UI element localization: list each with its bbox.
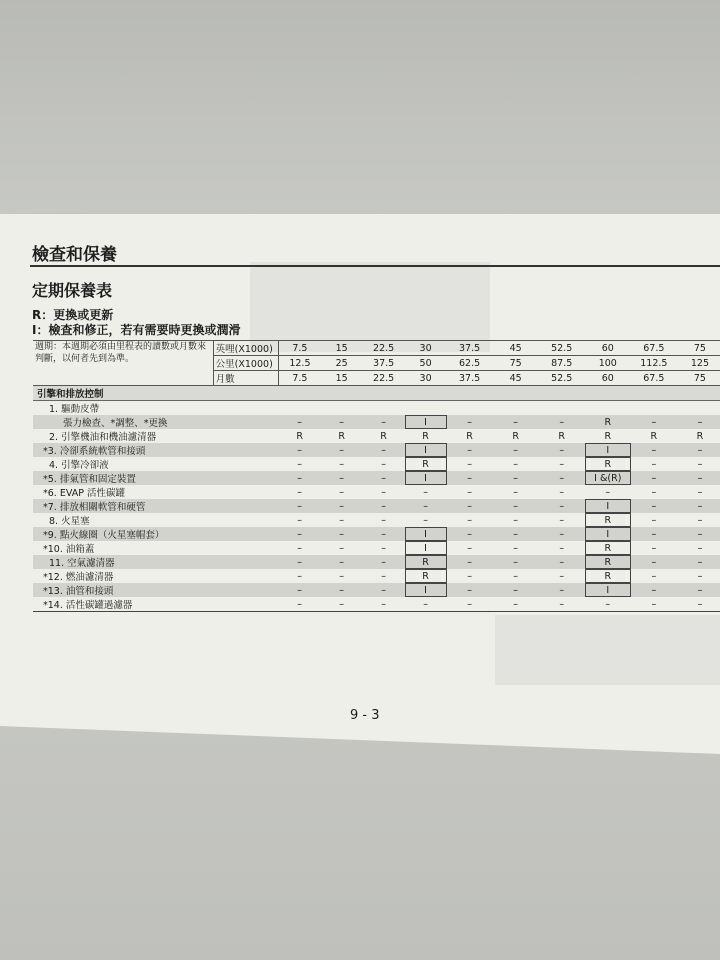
schedule-cell: – xyxy=(513,514,519,526)
schedule-cell: – xyxy=(447,415,493,429)
schedule-cell: – xyxy=(467,570,472,582)
schedule-cell: – xyxy=(493,555,539,569)
item-name: *13. 油管和接頭 xyxy=(33,583,279,597)
page-number: 9 - 3 xyxy=(350,708,380,723)
interval-value: 112.5 xyxy=(631,356,677,371)
section-title: 定期保養表 xyxy=(32,281,113,300)
interval-value: 37.5 xyxy=(363,356,405,371)
schedule-cell: – xyxy=(339,486,345,498)
schedule-cell: R xyxy=(512,430,519,442)
schedule-cell: – xyxy=(363,471,405,485)
schedule-cell: – xyxy=(677,527,720,541)
schedule-cell: – xyxy=(493,527,539,541)
item-name: *14. 活性碳罐過濾器 xyxy=(33,597,279,612)
interval-value: 45 xyxy=(493,341,539,356)
schedule-cell: – xyxy=(651,458,657,470)
interval-value: 62.5 xyxy=(447,356,493,371)
interval-value: 37.5 xyxy=(447,341,493,356)
schedule-cell: – xyxy=(631,527,677,541)
schedule-cell: R xyxy=(558,430,566,442)
interval-value: 12.5 xyxy=(279,356,321,371)
schedule-cell: – xyxy=(651,570,657,582)
schedule-cell: – xyxy=(539,555,585,569)
schedule-cell: – xyxy=(363,597,405,612)
interval-value: 50 xyxy=(405,356,447,371)
interval-value: 30 xyxy=(405,341,447,356)
table-row xyxy=(33,471,720,485)
table-row xyxy=(33,583,720,597)
schedule-cell: – xyxy=(321,471,363,485)
schedule-cell: – xyxy=(321,555,363,569)
item-name: *9. 點火線圈（火星塞帽套） xyxy=(33,527,279,541)
interval-value: 67.5 xyxy=(631,371,677,386)
maintenance-schedule-table xyxy=(33,340,720,612)
schedule-cell: – xyxy=(697,458,703,470)
schedule-cell: – xyxy=(539,471,585,485)
table-row xyxy=(33,401,720,416)
schedule-cell: – xyxy=(447,555,493,569)
schedule-cell: – xyxy=(467,514,472,526)
schedule-cell: – xyxy=(279,555,321,569)
interval-value: 60 xyxy=(585,371,631,386)
schedule-cell: – xyxy=(697,542,703,554)
schedule-cell: I xyxy=(405,443,447,457)
interval-value: 45 xyxy=(493,371,539,386)
table-row xyxy=(33,541,720,555)
schedule-cell: R xyxy=(585,541,631,555)
table-row xyxy=(33,597,720,612)
schedule-cell: R xyxy=(696,430,704,442)
schedule-cell: – xyxy=(363,443,405,457)
legend-i: I：檢查和修正，若有需要時更換或潤滑 xyxy=(32,323,241,337)
schedule-cell: – xyxy=(677,555,720,569)
bleed-through-shadow xyxy=(250,262,490,352)
schedule-cell: – xyxy=(381,570,386,582)
schedule-cell: – xyxy=(321,443,363,457)
schedule-cell: – xyxy=(447,527,493,541)
item-name: 4. 引擎冷卻液 xyxy=(49,460,109,471)
schedule-cell xyxy=(405,401,447,416)
item-name: *6. EVAP 活性碳罐 xyxy=(43,488,125,499)
interval-value: 22.5 xyxy=(363,371,405,386)
schedule-cell: – xyxy=(697,486,703,498)
schedule-cell: – xyxy=(381,486,386,498)
schedule-cell: – xyxy=(651,542,657,554)
schedule-cell: – xyxy=(631,499,677,513)
schedule-cell: – xyxy=(651,486,657,498)
table-row xyxy=(33,555,720,569)
schedule-cell: – xyxy=(279,415,321,429)
interval-value: 15 xyxy=(321,371,363,386)
interval-value: 15 xyxy=(321,341,363,356)
header-rule xyxy=(30,265,720,267)
interval-unit: 公里(X1000) xyxy=(213,356,279,371)
schedule-cell: – xyxy=(363,555,405,569)
schedule-cell: – xyxy=(279,527,321,541)
schedule-cell xyxy=(493,401,539,416)
schedule-cell: I xyxy=(405,541,447,555)
interval-unit: 月數 xyxy=(213,371,279,386)
table-row xyxy=(33,443,720,457)
schedule-cell: – xyxy=(297,542,303,554)
schedule-cell: – xyxy=(405,597,447,612)
table-row xyxy=(33,415,720,429)
section-heading: 引擎和排放控制 xyxy=(33,386,720,401)
schedule-cell: – xyxy=(697,514,703,526)
schedule-cell: – xyxy=(423,514,428,526)
schedule-cell: – xyxy=(363,583,405,597)
schedule-cell: – xyxy=(559,542,565,554)
schedule-cell: – xyxy=(447,597,493,612)
schedule-cell: R xyxy=(296,430,303,442)
schedule-cell: – xyxy=(559,514,565,526)
schedule-cell: – xyxy=(405,499,447,513)
schedule-cell: – xyxy=(321,597,363,612)
schedule-cell: – xyxy=(605,486,611,498)
table-row xyxy=(33,457,720,471)
table-row xyxy=(33,499,720,513)
schedule-cell: – xyxy=(493,499,539,513)
interval-value: 100 xyxy=(585,356,631,371)
schedule-cell: I xyxy=(405,583,447,597)
schedule-cell: – xyxy=(631,471,677,485)
schedule-cell: I xyxy=(585,499,631,513)
schedule-cell: – xyxy=(279,443,321,457)
schedule-cell: – xyxy=(677,583,720,597)
schedule-cell: I xyxy=(405,471,447,485)
schedule-cell: R xyxy=(466,430,473,442)
schedule-cell: I xyxy=(585,583,631,597)
schedule-cell: – xyxy=(339,570,345,582)
schedule-cell: – xyxy=(339,542,345,554)
item-name: 8. 火星塞 xyxy=(49,516,90,527)
schedule-cell: – xyxy=(631,415,677,429)
schedule-cell: R xyxy=(422,430,429,442)
schedule-cell: I &(R) xyxy=(585,471,631,485)
item-name: *10. 油箱蓋 xyxy=(43,544,95,555)
interval-value: 52.5 xyxy=(539,341,585,356)
schedule-cell: – xyxy=(539,583,585,597)
interval-value: 37.5 xyxy=(447,371,493,386)
item-name: 11. 空氣濾清器 xyxy=(33,555,279,569)
schedule-cell: – xyxy=(279,583,321,597)
schedule-cell: I xyxy=(405,415,447,429)
schedule-cell: – xyxy=(297,514,303,526)
schedule-cell: I xyxy=(585,443,631,457)
schedule-cell: – xyxy=(651,514,657,526)
schedule-cell: – xyxy=(493,597,539,612)
schedule-cell: – xyxy=(539,499,585,513)
schedule-cell: – xyxy=(363,527,405,541)
schedule-cell: – xyxy=(539,415,585,429)
schedule-cell: – xyxy=(363,499,405,513)
item-name: *7. 排放相關軟管和硬管 xyxy=(33,499,279,513)
schedule-cell xyxy=(539,401,585,416)
schedule-cell: – xyxy=(279,499,321,513)
schedule-cell: – xyxy=(677,499,720,513)
item-name: 1. 驅動皮帶 xyxy=(49,404,100,415)
chapter-title: 檢查和保養 xyxy=(32,245,117,265)
schedule-cell: – xyxy=(677,443,720,457)
schedule-cell: – xyxy=(297,570,303,582)
schedule-cell: – xyxy=(381,458,386,470)
schedule-cell xyxy=(279,401,321,416)
schedule-cell: R xyxy=(585,457,631,471)
schedule-cell: – xyxy=(447,583,493,597)
table-row xyxy=(33,429,720,443)
schedule-cell: – xyxy=(321,415,363,429)
schedule-cell: – xyxy=(559,458,565,470)
schedule-cell: – xyxy=(321,527,363,541)
interval-value: 30 xyxy=(405,371,447,386)
schedule-cell: – xyxy=(585,597,631,612)
table-row xyxy=(33,569,720,583)
interval-value: 52.5 xyxy=(539,371,585,386)
interval-value: 75 xyxy=(493,356,539,371)
schedule-cell: – xyxy=(513,458,519,470)
interval-value: 67.5 xyxy=(631,341,677,356)
schedule-cell: – xyxy=(513,486,519,498)
schedule-cell: – xyxy=(631,555,677,569)
schedule-cell xyxy=(363,401,405,416)
schedule-cell: – xyxy=(493,583,539,597)
schedule-cell: R xyxy=(585,513,631,527)
legend-r: R：更換或更新 xyxy=(32,308,114,322)
schedule-cell: – xyxy=(339,458,345,470)
schedule-cell: – xyxy=(677,597,720,612)
schedule-cell xyxy=(585,401,631,416)
schedule-cell: R xyxy=(604,430,612,442)
schedule-cell: – xyxy=(363,415,405,429)
item-name: 張力檢查、*調整、*更換 xyxy=(33,415,279,429)
schedule-cell: R xyxy=(380,430,387,442)
item-name: *5. 排氣管和固定裝置 xyxy=(33,471,279,485)
item-name: *12. 燃油濾清器 xyxy=(43,572,114,583)
interval-value: 7.5 xyxy=(279,371,321,386)
schedule-cell xyxy=(631,401,677,416)
schedule-cell: R xyxy=(338,430,345,442)
interval-value: 60 xyxy=(585,341,631,356)
interval-value: 25 xyxy=(321,356,363,371)
interval-header-row xyxy=(33,341,720,356)
schedule-cell: – xyxy=(677,415,720,429)
schedule-cell: I xyxy=(405,527,447,541)
schedule-cell: R xyxy=(585,415,631,429)
schedule-cell: R xyxy=(405,555,447,569)
schedule-cell: – xyxy=(513,570,519,582)
bleed-through-shadow xyxy=(495,615,720,685)
schedule-cell: – xyxy=(493,443,539,457)
schedule-cell: – xyxy=(321,499,363,513)
schedule-cell: – xyxy=(447,499,493,513)
schedule-cell: – xyxy=(513,542,519,554)
interval-value: 87.5 xyxy=(539,356,585,371)
schedule-cell: R xyxy=(585,555,631,569)
schedule-cell: – xyxy=(339,514,345,526)
item-name: 2. 引擎機油和機油濾清器 xyxy=(49,432,157,443)
schedule-cell xyxy=(321,401,363,416)
schedule-cell: – xyxy=(423,486,428,498)
schedule-cell: – xyxy=(297,458,303,470)
schedule-cell: R xyxy=(405,569,447,583)
schedule-cell: – xyxy=(631,583,677,597)
schedule-cell: – xyxy=(539,527,585,541)
schedule-cell: – xyxy=(467,542,472,554)
schedule-cell: – xyxy=(559,486,565,498)
schedule-cell xyxy=(447,401,493,416)
schedule-note: 週期：本週期必須由里程表的讀數或月數來判斷，以何者先到為準。 xyxy=(33,341,213,386)
schedule-cell: – xyxy=(279,597,321,612)
schedule-cell: – xyxy=(297,486,303,498)
background-wall xyxy=(0,0,720,230)
interval-value: 22.5 xyxy=(363,341,405,356)
interval-value: 75 xyxy=(677,371,720,386)
schedule-cell: R xyxy=(650,430,658,442)
schedule-cell: – xyxy=(539,597,585,612)
table-row xyxy=(33,527,720,541)
schedule-cell: I xyxy=(585,527,631,541)
interval-value: 75 xyxy=(677,341,720,356)
interval-value: 7.5 xyxy=(279,341,321,356)
schedule-cell: R xyxy=(405,457,447,471)
schedule-cell: – xyxy=(493,471,539,485)
schedule-cell: – xyxy=(493,415,539,429)
schedule-cell: – xyxy=(321,583,363,597)
table-row xyxy=(33,513,720,527)
schedule-cell: – xyxy=(697,570,703,582)
interval-unit: 英哩(X1000) xyxy=(213,341,279,356)
item-name: *3. 冷卻系統軟管和接頭 xyxy=(33,443,279,457)
table-row xyxy=(33,485,720,499)
schedule-cell: – xyxy=(381,514,386,526)
section-row xyxy=(33,386,720,401)
schedule-cell xyxy=(677,401,720,416)
schedule-cell: – xyxy=(279,471,321,485)
schedule-cell: – xyxy=(447,471,493,485)
schedule-cell: – xyxy=(467,458,472,470)
schedule-cell: – xyxy=(539,443,585,457)
schedule-cell: – xyxy=(677,471,720,485)
schedule-cell: – xyxy=(467,486,472,498)
schedule-cell: – xyxy=(559,570,565,582)
interval-value: 125 xyxy=(677,356,720,371)
schedule-cell: – xyxy=(381,542,386,554)
schedule-cell: R xyxy=(585,569,631,583)
schedule-cell: – xyxy=(631,443,677,457)
schedule-cell: – xyxy=(631,597,677,612)
schedule-cell: – xyxy=(447,443,493,457)
